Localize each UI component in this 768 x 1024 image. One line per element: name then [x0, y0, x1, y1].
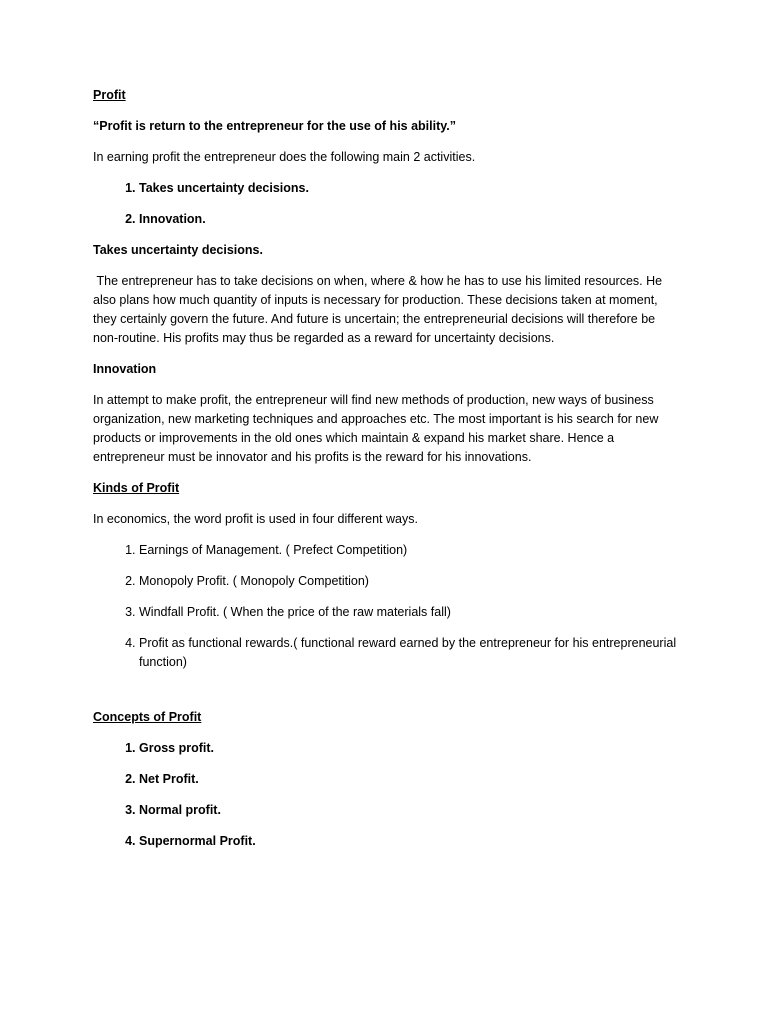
concepts-list — [93, 739, 683, 851]
document-page — [93, 86, 683, 863]
kinds-of-profit-heading: Kinds of Profit — [93, 481, 180, 495]
uncertainty-heading: Takes uncertainty decisions. — [93, 243, 263, 257]
activities-list — [93, 179, 683, 229]
list-item: 1. Takes uncertainty decisions. — [139, 179, 683, 198]
list-item: 2. Monopoly Profit. ( Monopoly Competition) — [139, 572, 683, 591]
list-item: 3. Windfall Profit. ( When the price of the raw materials fall) — [139, 603, 683, 622]
activities-intro: In earning profit the entrepreneur does the following main 2 activities. — [93, 150, 476, 164]
list-item: 4. Profit as functional rewards.( functional reward earned by the entrepreneur for his entrepreneurial function) — [139, 634, 683, 672]
list-item: 4. Supernormal Profit. — [139, 832, 683, 851]
list-item: 3. Normal profit. — [139, 801, 683, 820]
innovation-paragraph: In attempt to make profit, the entrepreneur will find new methods of production, new ways of business organization, new marketing techniques and approaches etc. The most important is his search for new products or improvements in the old ones which maintain & expand his market share. Hence a entrepreneur must be innovator and his profits is the reward for his innovations. — [93, 393, 659, 464]
kinds-list — [93, 541, 683, 672]
concepts-of-profit-heading: Concepts of Profit — [93, 710, 202, 724]
uncertainty-paragraph: The entrepreneur has to take decisions on when, where & how he has to use his limited resources. He also plans how much quantity of inputs is necessary for production. These decisions taken at moment, they certainly govern the future. And future is uncertain; the entrepreneurial decisions will therefore be non-routine. His profits may thus be regarded as a reward for uncertainty decisions. — [93, 274, 666, 345]
list-item: 1. Earnings of Management. ( Prefect Competition) — [139, 541, 683, 560]
kinds-intro: In economics, the word profit is used in four different ways. — [93, 512, 418, 526]
profit-definition: “Profit is return to the entrepreneur for the use of his ability.” — [93, 119, 457, 133]
list-item: 2. Net Profit. — [139, 770, 683, 789]
innovation-heading: Innovation — [93, 362, 157, 376]
list-item: 1. Gross profit. — [139, 739, 683, 758]
profit-heading: Profit — [93, 88, 126, 102]
list-item: 2. Innovation. — [139, 210, 683, 229]
